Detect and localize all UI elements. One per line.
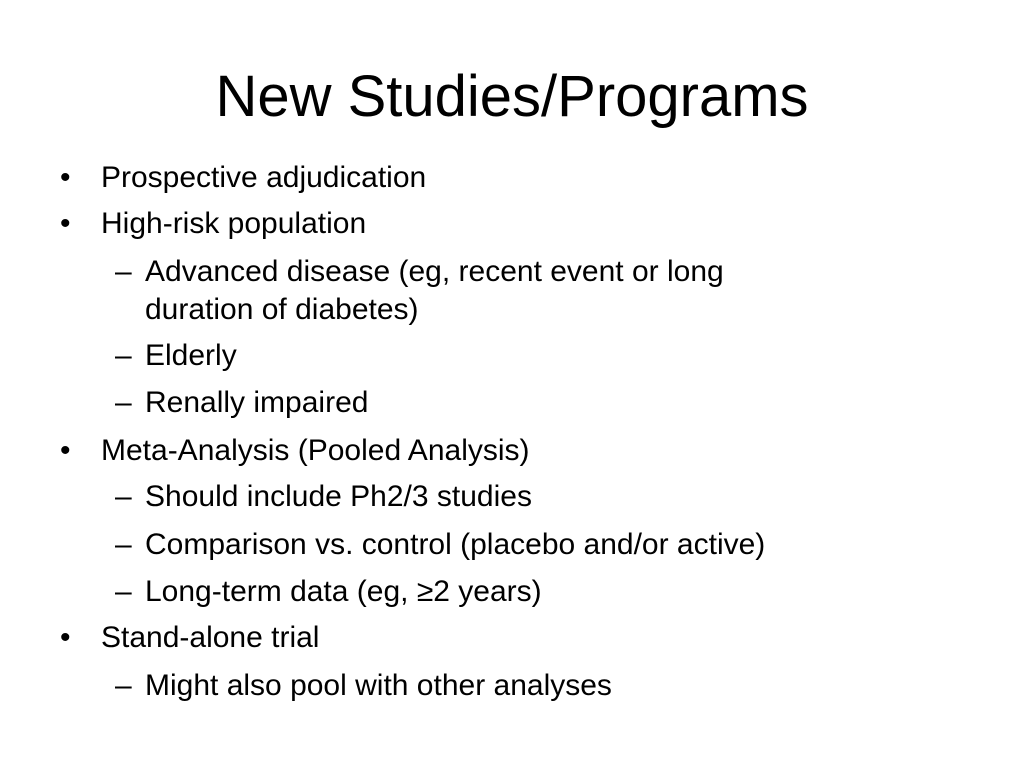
bullet-dash-icon: – xyxy=(115,339,132,372)
sub-bullet-text: Should include Ph2/3 studies xyxy=(145,480,532,513)
bullet-dot-icon: • xyxy=(60,621,71,654)
bullet-dash-icon: – xyxy=(115,528,132,561)
sub-bullet-text: Comparison vs. control (placebo and/or active) xyxy=(145,528,766,561)
bullet-dash-icon: – xyxy=(115,386,132,419)
slide-title: New Studies/Programs xyxy=(215,64,809,129)
sub-bullet-text: Renally impaired xyxy=(145,386,369,419)
sub-bullet-text-continued: duration of diabetes) xyxy=(145,293,419,326)
bullet-text: Meta-Analysis (Pooled Analysis) xyxy=(101,434,530,467)
bullet-text: High-risk population xyxy=(101,207,367,240)
bullet-dot-icon: • xyxy=(60,434,71,467)
bullet-dash-icon: – xyxy=(115,255,132,288)
bullet-text: Stand-alone trial xyxy=(101,621,320,654)
bullet-dot-icon: • xyxy=(60,161,71,194)
bullet-dash-icon: – xyxy=(115,480,132,513)
sub-bullet-text: Long-term data (eg, ≥2 years) xyxy=(145,575,542,608)
sub-bullet-text: Elderly xyxy=(145,339,237,372)
bullet-dot-icon: • xyxy=(60,207,71,240)
bullet-dash-icon: – xyxy=(115,575,132,608)
bullet-dash-icon: – xyxy=(115,669,132,702)
sub-bullet-text: Might also pool with other analyses xyxy=(145,669,612,702)
sub-bullet-text: Advanced disease (eg, recent event or long xyxy=(145,255,724,288)
bullet-text: Prospective adjudication xyxy=(101,161,427,194)
